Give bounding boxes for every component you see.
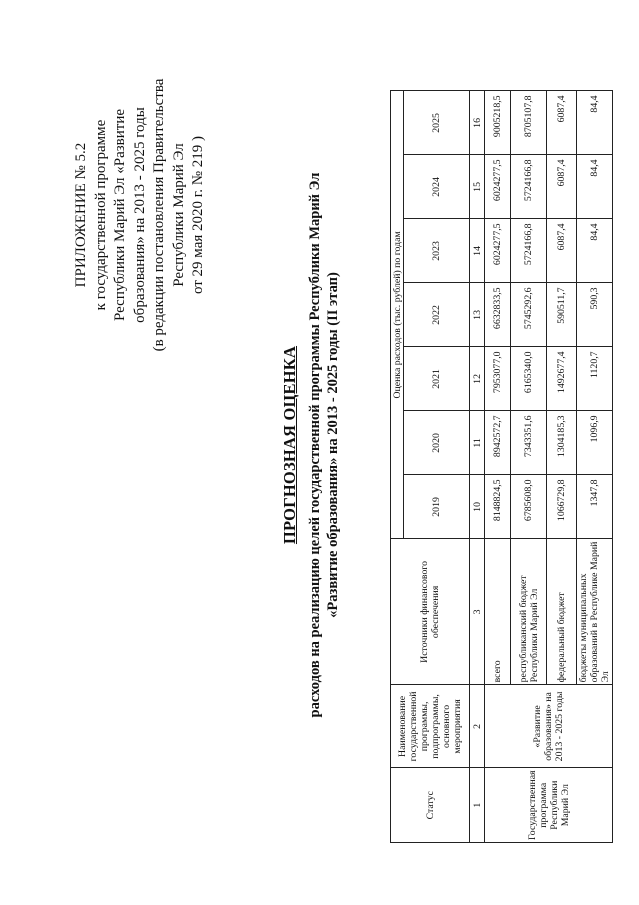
header-name: Наименование государственной программы, подпрограммы, основного мероприятия: [391, 685, 470, 768]
appendix-line: (в редакции постановления Правительства: [151, 78, 167, 352]
column-number: 2: [470, 685, 485, 768]
header-estimate: Оценка расходов (тыс. рублей) по годам: [391, 91, 404, 539]
column-number: 11: [470, 411, 485, 475]
column-number: 16: [470, 91, 485, 155]
appendix-line: от 29 мая 2020 г. № 219 ): [190, 135, 206, 295]
header-year: 2020: [404, 411, 470, 475]
appendix-line: ПРИЛОЖЕНИЕ № 5.2: [73, 142, 89, 288]
program-name-cell: «Развитие образования» на 2013 - 2025 годы: [485, 685, 613, 768]
source-cell: всего: [485, 539, 511, 685]
header-year: 2023: [404, 219, 470, 283]
value-cell: 6024277,5: [485, 219, 511, 283]
value-cell: 6165340,0: [511, 347, 547, 411]
header-year: 2022: [404, 283, 470, 347]
column-number: 1: [470, 768, 485, 843]
title-main: ПРОГНОЗНАЯ ОЦЕНКА: [280, 345, 299, 545]
value-cell: 1120,7: [577, 347, 613, 411]
value-cell: 1492677,4: [547, 347, 577, 411]
value-cell: 1304185,3: [547, 411, 577, 475]
value-cell: 1066729,8: [547, 475, 577, 539]
header-year: 2025: [404, 91, 470, 155]
column-number: 14: [470, 219, 485, 283]
value-cell: 590511,7: [547, 283, 577, 347]
source-cell: республиканский бюджет Республики Марий Эл: [511, 539, 547, 685]
value-cell: 9005218,5: [485, 91, 511, 155]
appendix-line: к государственной программе: [92, 119, 109, 311]
column-number: 12: [470, 347, 485, 411]
header-year: 2019: [404, 475, 470, 539]
appendix-block: [72, 65, 209, 365]
value-cell: 6087,4: [547, 219, 577, 283]
value-cell: 1347,8: [577, 475, 613, 539]
column-number: 3: [470, 539, 485, 685]
estimate-table: [390, 90, 613, 843]
value-cell: 8148824,5: [485, 475, 511, 539]
value-cell: 6087,4: [547, 91, 577, 155]
value-cell: 7343351,6: [511, 411, 547, 475]
value-cell: 7953077,0: [485, 347, 511, 411]
value-cell: 590,3: [577, 283, 613, 347]
value-cell: 8942572,7: [485, 411, 511, 475]
header-year: 2021: [404, 347, 470, 411]
value-cell: 5724166,8: [511, 219, 547, 283]
document-title: [280, 65, 342, 825]
appendix-line: Республики Марий Эл «Развитие: [112, 109, 128, 322]
title-line-2: расходов на реализацию целей государственной программы Республики Марий Эл: [307, 172, 323, 718]
value-cell: 84,4: [577, 91, 613, 155]
header-year: 2024: [404, 155, 470, 219]
value-cell: 6024277,5: [485, 155, 511, 219]
column-number: 15: [470, 155, 485, 219]
value-cell: 84,4: [577, 155, 613, 219]
value-cell: 84,4: [577, 219, 613, 283]
appendix-line: Республики Марий Эл: [170, 143, 187, 287]
status-cell: Государственная программа Республики Марий Эл: [485, 768, 613, 843]
title-line-3: «Развитие образования» на 2013 - 2025 годы (II этап): [325, 272, 341, 618]
appendix-line: образования» на 2013 - 2025 годы: [131, 107, 148, 323]
source-cell: бюджеты муниципальных образований в Республике Марий Эл: [577, 539, 613, 685]
value-cell: 6632833,5: [485, 283, 511, 347]
source-cell: федеральный бюджет: [547, 539, 577, 685]
value-cell: 5745292,6: [511, 283, 547, 347]
column-number: 13: [470, 283, 485, 347]
header-status: Статус: [391, 768, 470, 843]
value-cell: 1096,9: [577, 411, 613, 475]
value-cell: 8705107,8: [511, 91, 547, 155]
table-row: [485, 91, 511, 843]
value-cell: 5724166,8: [511, 155, 547, 219]
value-cell: 6087,4: [547, 155, 577, 219]
column-number: 10: [470, 475, 485, 539]
value-cell: 6785608,0: [511, 475, 547, 539]
header-source: Источники финансового обеспечения: [391, 539, 470, 685]
